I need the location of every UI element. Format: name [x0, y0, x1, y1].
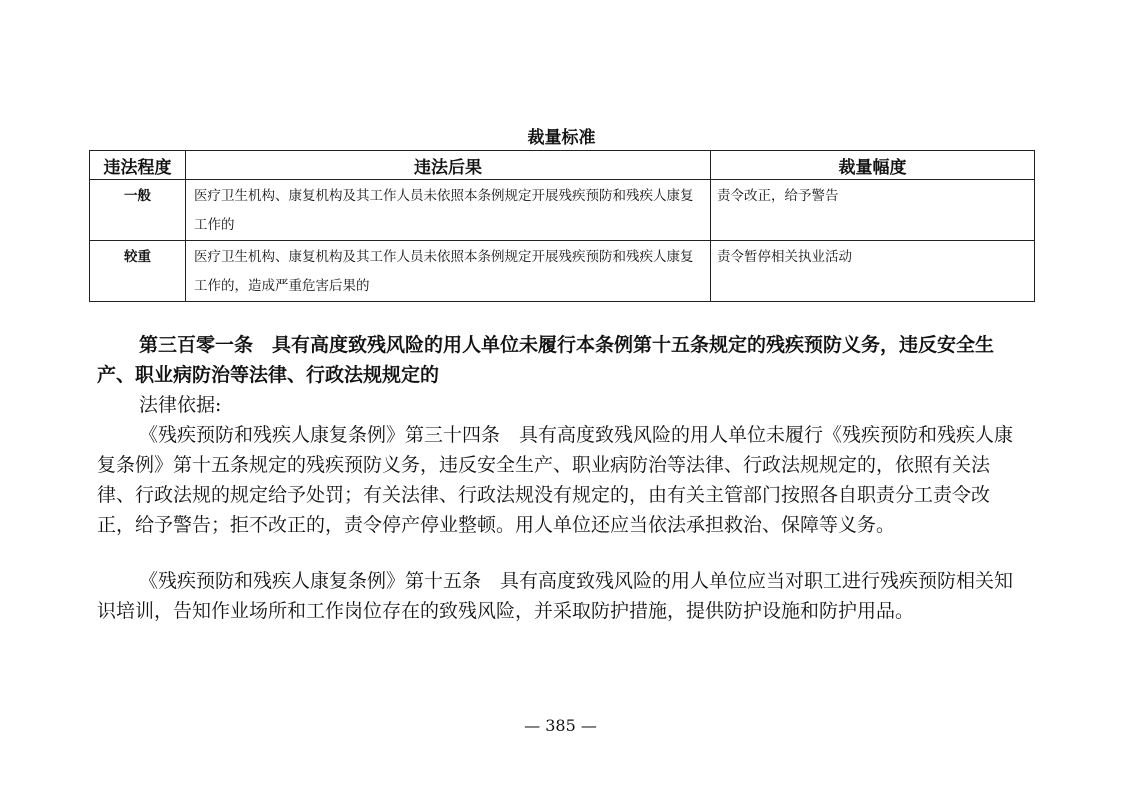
header-degree: 违法程度	[90, 151, 186, 180]
cell-consequence: 医疗卫生机构、康复机构及其工作人员未依照本条例规定开展残疾预防和残疾人康复工作的，造成严重危害后果的	[186, 241, 711, 302]
header-range: 裁量幅度	[711, 151, 1035, 180]
legal-basis-paragraph-1: 《残疾预防和残疾人康复条例》第三十四条 具有高度致残风险的用人单位未履行《残疾预防和残疾人康复条例》第十五条规定的残疾预防义务，违反安全生产、职业病防治等法律、行政法规规定的，依照有关法律、行政法规的规定给予处罚；有关法律、行政法规没有规定的，由有关主管部门按照各自职责分工责令改正，给予警告；拒不改正的，责令停产停业整顿。用人单位还应当依法承担救治、保障等义务。	[97, 424, 1014, 536]
table-header-row	[90, 151, 1035, 180]
page-number: — 385 —	[524, 716, 597, 735]
cell-range: 责令暂停相关执业活动	[711, 241, 1035, 302]
cell-degree: 一般	[90, 180, 186, 241]
legal-basis-label: 法律依据:	[139, 394, 222, 416]
discretion-standard-table	[89, 150, 1035, 302]
cell-degree: 较重	[90, 241, 186, 302]
table-row	[90, 180, 1035, 241]
cell-consequence: 医疗卫生机构、康复机构及其工作人员未依照本条例规定开展残疾预防和残疾人康复工作的	[186, 180, 711, 241]
legal-basis-paragraph-2: 《残疾预防和残疾人康复条例》第十五条 具有高度致残风险的用人单位应当对职工进行残疾预防相关知识培训，告知作业场所和工作岗位存在的致残风险，并采取防护措施，提供防护设施和防护用品。	[97, 570, 1014, 622]
table-row	[90, 241, 1035, 302]
header-consequence: 违法后果	[186, 151, 711, 180]
table-title: 裁量标准	[527, 128, 596, 148]
article-heading: 第三百零一条 具有高度致残风险的用人单位未履行本条例第十五条规定的残疾预防义务，违反安全生产、职业病防治等法律、行政法规规定的	[97, 334, 995, 386]
cell-range: 责令改正，给予警告	[711, 180, 1035, 241]
